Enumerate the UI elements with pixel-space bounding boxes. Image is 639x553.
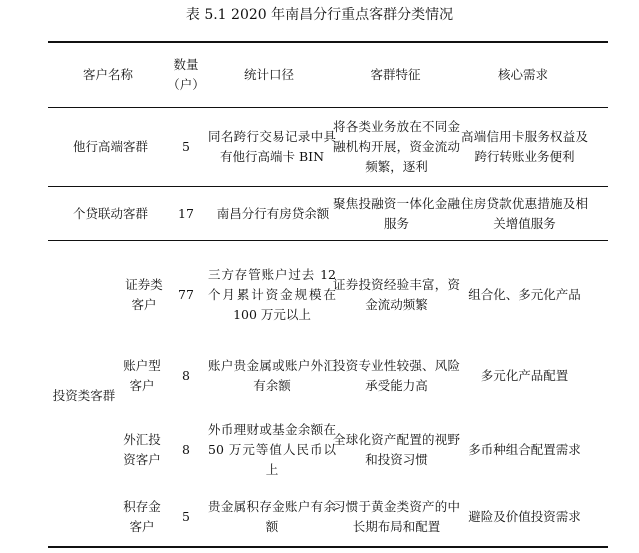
row-1-features: 将各类业务放在不同金融机构开展，资金流动频繁，逐利 (333, 119, 460, 174)
row-2-features: 聚焦投融资一体化金融服务 (333, 196, 460, 231)
sub-1-features: 证券投资经验丰富，资金流动频繁 (333, 277, 460, 312)
sub-1-caliber: 三方存管账户过去 12 个月累计资金规模在 100 万元以上 (208, 267, 336, 322)
header-count: 数量（户） (167, 57, 205, 92)
sub-2-caliber: 账户贵金属或账户外汇有余额 (208, 358, 336, 393)
row-rule-1 (48, 186, 608, 187)
top-rule (48, 41, 608, 43)
sub-3-caliber: 外币理财或基金余额在 50 万元等值人民币以上 (208, 422, 336, 477)
row-2-count: 17 (178, 206, 194, 221)
bottom-rule (48, 546, 608, 548)
sub-3-needs: 多币种组合配置需求 (468, 442, 581, 457)
row-2-needs: 住房贷款优惠措施及相关增值服务 (461, 196, 588, 231)
sub-4-needs: 避险及价值投资需求 (468, 509, 581, 524)
sub-2-needs: 多元化产品配置 (480, 368, 569, 383)
sub-3-count: 8 (182, 442, 190, 457)
row-1-needs: 高端信用卡服务权益及跨行转账业务便利 (461, 129, 588, 164)
header-caliber: 统计口径 (243, 67, 294, 82)
header-rule (48, 107, 608, 108)
sub-1-name: 证券类客户 (125, 277, 163, 312)
sub-2-name: 账户型客户 (123, 358, 161, 393)
row-1-name: 他行高端客群 (72, 139, 148, 154)
header-name: 客户名称 (82, 67, 133, 82)
sub-4-count: 5 (182, 509, 190, 524)
row-1-caliber: 同名跨行交易记录中具有他行高端卡 BIN (208, 129, 336, 164)
row-1-count: 5 (182, 139, 190, 154)
row-2-name: 个贷联动客群 (72, 206, 148, 221)
sub-4-features: 习惯于黄金类资产的中长期布局和配置 (333, 499, 460, 534)
sub-4-name: 积存金客户 (123, 499, 161, 534)
header-needs: 核心需求 (497, 67, 548, 82)
sub-4-caliber: 贵金属积存金账户有余额 (208, 499, 336, 534)
row-2-caliber: 南昌分行有房贷余额 (216, 206, 330, 221)
table-title: 表 5.1 2020 年南昌分行重点客群分类情况 (185, 7, 454, 23)
header-features: 客群特征 (370, 67, 421, 82)
sub-1-count: 77 (178, 287, 194, 302)
group-name: 投资类客群 (52, 388, 116, 403)
row-rule-2 (48, 240, 608, 241)
sub-2-features: 投资专业性较强、风险承受能力高 (333, 358, 460, 393)
sub-1-needs: 组合化、多元化产品 (468, 287, 581, 302)
sub-3-features: 全球化资产配置的视野和投资习惯 (333, 432, 460, 467)
sub-3-name: 外汇投资客户 (123, 432, 161, 467)
sub-2-count: 8 (182, 368, 190, 383)
